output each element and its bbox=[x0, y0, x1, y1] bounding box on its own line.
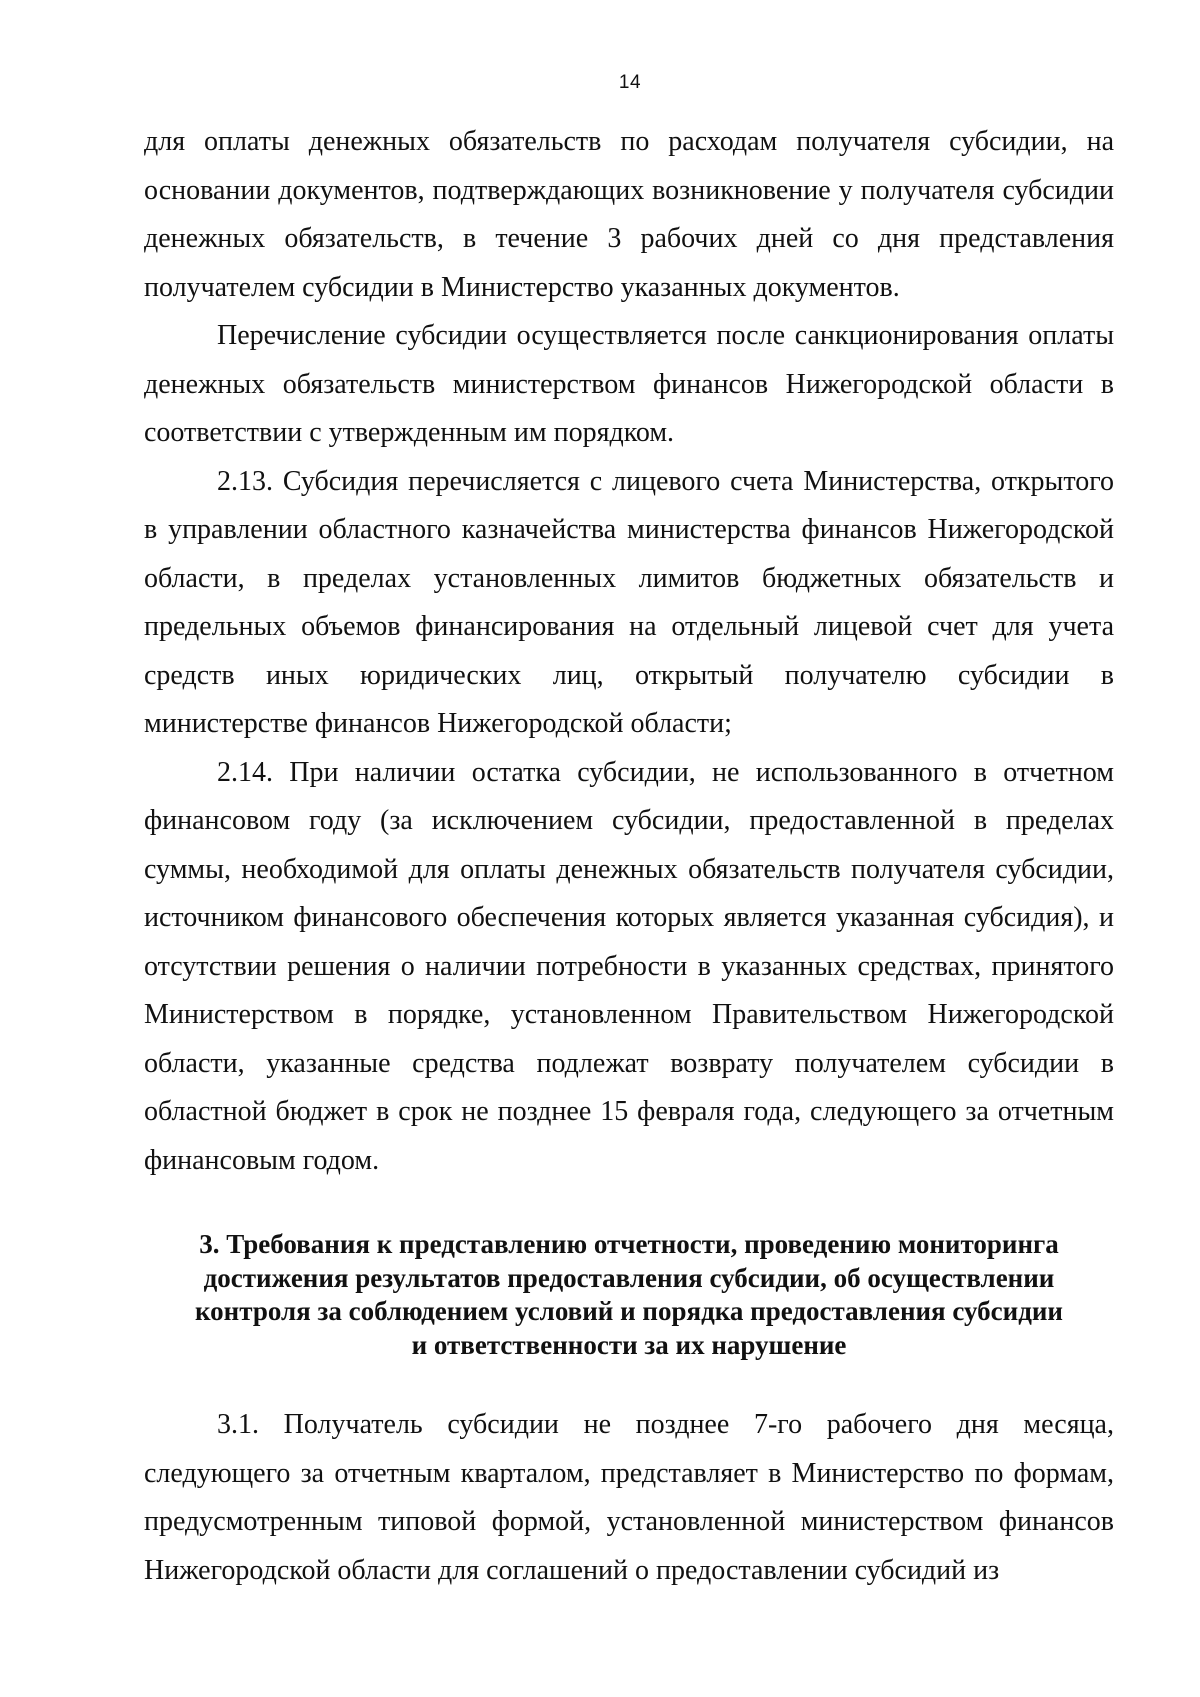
paragraph-transfer-after-sanction: Перечисление субсидии осуществляется после санкционирования оплаты денежных обязательств министерством финансов Нижегородской области в соответствии с утвержденным им порядком. bbox=[144, 320, 1114, 448]
section-heading-line: 3. Требования к представлению отчетности, проведению мониторинга bbox=[199, 1229, 1059, 1259]
section-heading-line: и ответственности за их нарушение bbox=[411, 1329, 847, 1360]
document-body-bottom bbox=[144, 1401, 1114, 1595]
paragraph-clause-3-1: 3.1. Получатель субсидии не позднее 7-го рабочего дня месяца, следующего за отчетным кварталом, представляет в Министерство по формам, предусмотренным типовой формой, установленной министерством финансов Нижегородской области для соглашений о предоставлении субсидий из bbox=[144, 1409, 1114, 1586]
paragraph-continuation: для оплаты денежных обязательств по расходам получателя субсидии, на основании документов, подтверждающих возникновение у получателя субсидии денежных обязательств, в течение 3 рабочих дней со дня представления получателем субсидии в Министерство указанных документов. bbox=[144, 126, 1114, 303]
paragraph-clause-2-13: 2.13. Субсидия перечисляется с лицевого счета Министерства, открытого в управлении областного казначейства министерства финансов Нижегородской области, в пределах установленных лимитов бюджетных обязательств и предельных объемов финансирования на отдельный лицевой счет для учета средств иных юридических лиц, открытый получателю субсидии в министерстве финансов Нижегородской области; bbox=[144, 465, 1114, 739]
section-3-heading bbox=[144, 1228, 1114, 1362]
document-body-top bbox=[144, 118, 1114, 1185]
section-heading-line: контроля за соблюдением условий и порядка предоставления субсидии bbox=[194, 1296, 1063, 1326]
paragraph-clause-2-14: 2.14. При наличии остатка субсидии, не использованного в отчетном финансовом году (за исключением субсидии, предоставленной в пределах суммы, необходимой для оплаты денежных обязательств получателя субсидии, источником финансового обеспечения которых является указанная субсидия), и отсутствии решения о наличии потребности в указанных средствах, принятого Министерством в порядке, установленном Правительством Нижегородской области, указанные средства подлежат возврату получателем субсидии в областной бюджет в срок не позднее 15 февраля года, следующего за отчетным финансовым годом. bbox=[144, 756, 1114, 1176]
page-number: 14 bbox=[618, 72, 642, 93]
section-heading-line: достижения результатов предоставления субсидии, об осуществлении bbox=[203, 1262, 1055, 1293]
